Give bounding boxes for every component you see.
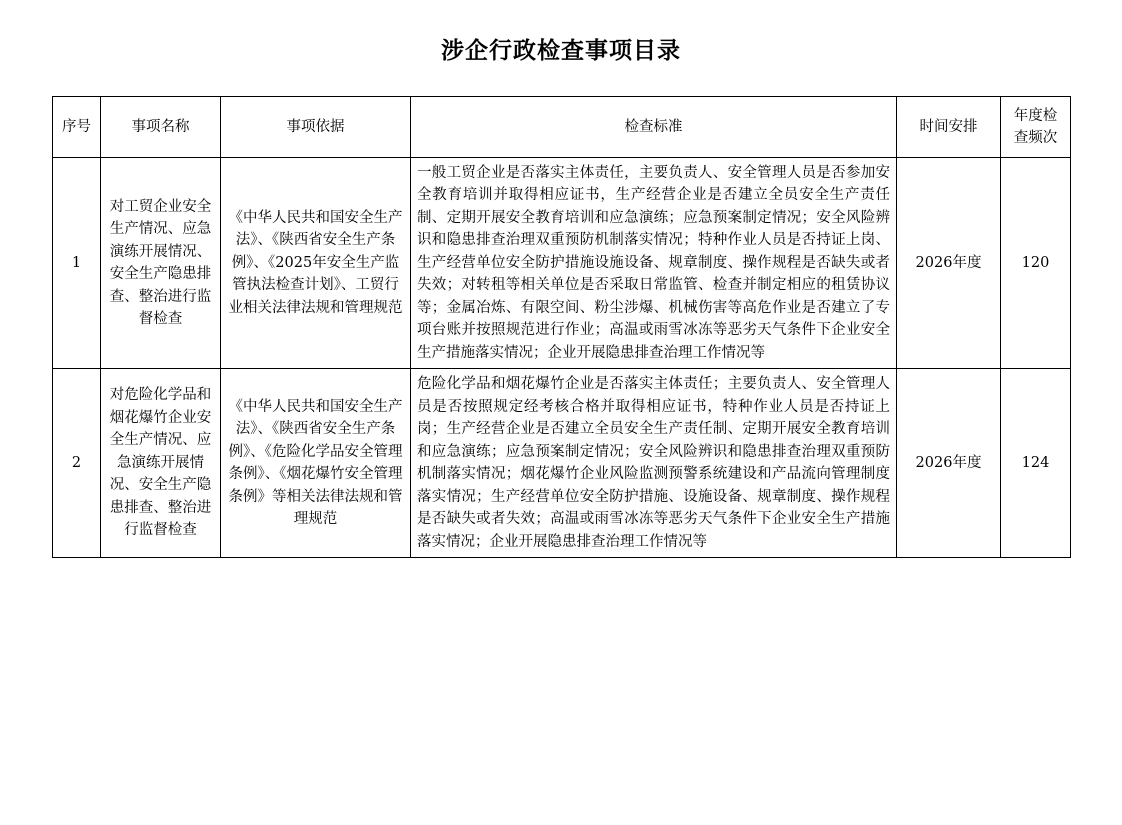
cell-frequency: 120: [1001, 158, 1071, 369]
column-header-name: 事项名称: [101, 97, 221, 158]
cell-time: 2026年度: [897, 369, 1001, 558]
document-page: [0, 32, 1122, 825]
table-header-row: [53, 97, 1071, 158]
cell-no: 1: [53, 158, 101, 369]
table-row: [53, 158, 1071, 369]
table-container: [52, 96, 1070, 558]
cell-basis: 《中华人民共和国安全生产法》、《陕西省安全生产条例》、《危险化学品安全管理条例》、《烟花爆竹安全管理条例》等相关法律法规和管理规范: [221, 369, 411, 558]
inspection-catalog-table: [52, 96, 1071, 558]
table-row: [53, 369, 1071, 558]
column-header-frequency-line2: 查频次: [1013, 130, 1058, 146]
cell-frequency: 124: [1001, 369, 1071, 558]
column-header-standard: 检查标准: [411, 97, 897, 158]
cell-name: 对危险化学品和烟花爆竹企业安全生产情况、应急演练开展情况、安全生产隐患排查、整治进行监督检查: [101, 369, 221, 558]
page-title: 涉企行政检查事项目录: [441, 37, 681, 64]
cell-name: 对工贸企业安全生产情况、应急演练开展情况、安全生产隐患排查、整治进行监督检查: [101, 158, 221, 369]
column-header-frequency-line1: 年度检: [1013, 107, 1058, 124]
column-header-time: 时间安排: [897, 97, 1001, 158]
cell-standard: 危险化学品和烟花爆竹企业是否落实主体责任；主要负责人、安全管理人员是否按照规定经考核合格并取得相应证书，特种作业人员是否持证上岗；生产经营企业是否建立全员安全生产责任制、定期开展安全教育培训和应急演练；应急预案制定情况；安全风险辨识和隐患排查治理双重预防机制落实情况；烟花爆竹企业风险监测预警系统建设和产品流向管理制度落实情况；生产经营单位安全防护措施、设施设备、规章制度、操作规程是否缺失或者失效；高温或雨雪冰冻等恶劣天气条件下企业安全生产措施落实情况；企业开展隐患排查治理工作情况等: [411, 369, 897, 558]
column-header-basis: 事项依据: [221, 97, 411, 158]
column-header-frequency: [1001, 97, 1071, 158]
cell-no: 2: [53, 369, 101, 558]
column-header-no: 序号: [53, 97, 101, 158]
cell-standard: 一般工贸企业是否落实主体责任，主要负责人、安全管理人员是否参加安全教育培训并取得相应证书，生产经营企业是否建立全员安全生产责任制、定期开展安全教育培训和应急演练；应急预案制定情况；安全风险辨识和隐患排查治理双重预防机制落实情况；特种作业人员是否持证上岗、生产经营单位安全防护措施设施设备、规章制度、操作规程是否缺失或者失效；对转租等相关单位是否采取日常监管、检查并制定相应的租赁协议等；金属冶炼、有限空间、粉尘涉爆、机械伤害等高危作业是否建立了专项台账并按照规范进行作业；高温或雨雪冰冻等恶劣天气条件下企业安全生产措施落实情况；企业开展隐患排查治理工作情况等: [411, 158, 897, 369]
cell-basis: 《中华人民共和国安全生产法》、《陕西省安全生产条例》、《2025年安全生产监管执法检查计划》、工贸行业相关法律法规和管理规范: [221, 158, 411, 369]
cell-time: 2026年度: [897, 158, 1001, 369]
